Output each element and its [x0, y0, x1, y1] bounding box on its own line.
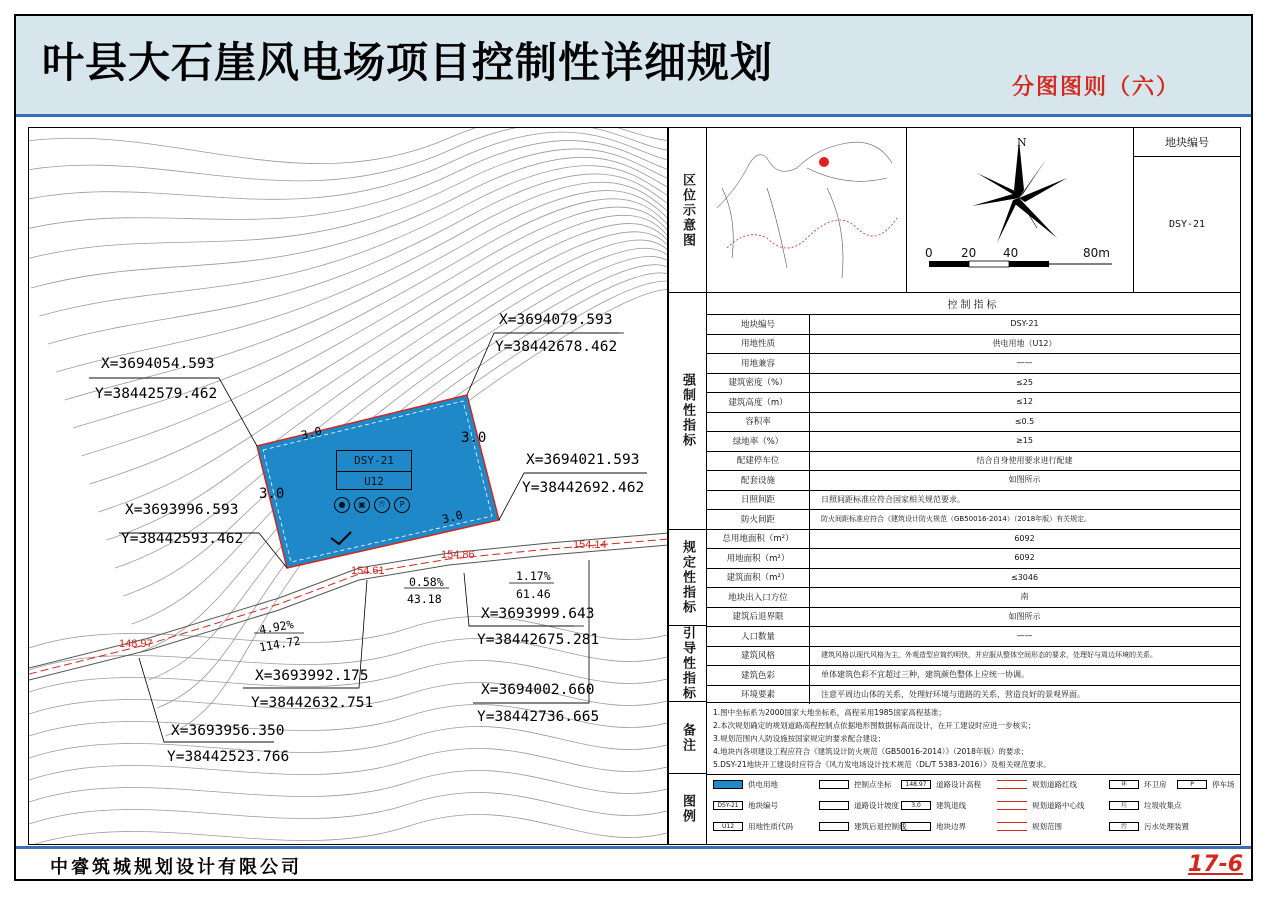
- row-value: 南: [1020, 592, 1029, 602]
- legend-label: 规划道路中心线: [1032, 801, 1085, 810]
- section-guiding: 引导性指标: [669, 626, 707, 702]
- legend-item: [997, 800, 1085, 811]
- legend-label: 环卫房: [1144, 780, 1167, 789]
- legend-label: 供电用地: [748, 780, 778, 789]
- location-mini-map: [707, 128, 907, 292]
- row-value: ——: [1016, 631, 1033, 641]
- coord-y-1: Y=38442678.462: [495, 339, 618, 355]
- parcel-id: DSY-21: [337, 451, 411, 472]
- row-value: ≤25: [1016, 377, 1033, 387]
- legend-swatch: [997, 801, 1027, 810]
- coord-y-3: Y=38442692.462: [522, 480, 645, 496]
- legend-item: [1109, 800, 1182, 811]
- row-label: 建筑色彩: [740, 670, 775, 681]
- legend-label: 道路设计坡度: [854, 801, 899, 810]
- row-value: 日照间距标准应符合国家相关规范要求。: [821, 494, 965, 504]
- row-label: 建筑面积（m²）: [726, 573, 790, 584]
- legend-item: [819, 821, 907, 832]
- legend-item: [713, 800, 778, 811]
- coord-x-8: X=3693956.350: [171, 723, 285, 739]
- note-3: 3.规划范围内人防设施按国家规定的要求配合建设；: [713, 734, 886, 743]
- legend-swatch: 垃: [1109, 801, 1139, 810]
- location-marker-icon: [819, 157, 829, 167]
- footer-divider: [16, 846, 1251, 849]
- legend-swatch: [901, 822, 931, 831]
- setback-bottom: 3.0: [440, 507, 465, 527]
- section-location: 区位示意图: [669, 128, 707, 292]
- slope-length-1: 43.18: [407, 592, 442, 606]
- row-label: 建筑后退界限: [732, 612, 784, 623]
- contour-line: [39, 166, 668, 316]
- legend-swatch: U12: [713, 822, 743, 831]
- row-label: 地块出入口方位: [728, 592, 788, 603]
- coord-x-7: X=3694002.660: [481, 682, 595, 698]
- coord-y-2: Y=38442579.462: [95, 386, 218, 402]
- row-value: 单体建筑色彩不宜超过三种，建筑颜色整体上应统一协调。: [821, 670, 1029, 680]
- setback-top: 3.0: [299, 423, 324, 443]
- legend-item: [901, 800, 966, 811]
- legend-label: 污水处理装置: [1144, 822, 1189, 831]
- elevation-2: 154.14: [573, 539, 607, 551]
- row-value: 供电用地（U12）: [992, 338, 1057, 348]
- scale-20: 20: [961, 246, 977, 260]
- row-value: 如图所示: [1008, 475, 1041, 485]
- row-label: 配套设施: [740, 475, 775, 486]
- row-label: 日照间距: [740, 495, 775, 506]
- coord-x-4: X=3693996.593: [125, 502, 239, 518]
- legend-swatch: [819, 822, 849, 831]
- contour-line: [29, 792, 668, 824]
- header-divider: [16, 114, 1251, 117]
- legend-item: [997, 821, 1062, 832]
- contour-line: [29, 132, 668, 204]
- row-label: 配建停车位: [736, 456, 780, 467]
- page-title: 叶县大石崖风电场项目控制性详细规划: [42, 38, 774, 87]
- coord-y-5: Y=38442675.281: [477, 632, 600, 648]
- legend-item: [1177, 779, 1235, 790]
- legend-label: 用地性质代码: [748, 822, 793, 831]
- legend-label: 建筑后退控制线: [854, 822, 907, 831]
- row-value: ≤0.5: [1014, 416, 1035, 426]
- note-5: 5.DSY-21地块开工建设时应符合《风力发电场设计技术规范（DL/T 5383-2016）》及相关规范要求。: [713, 760, 1051, 769]
- slope-grade-1: 0.58%: [409, 575, 444, 589]
- scale-40: 40: [1003, 246, 1019, 260]
- legend-item: [819, 800, 899, 811]
- row-value: 如图所示: [1008, 611, 1041, 621]
- slope-length-2: 61.46: [516, 587, 551, 601]
- row-value: ≥15: [1016, 436, 1033, 446]
- note-1: 1.图中坐标系为2000国家大地坐标系，高程采用1985国家高程基准；: [713, 708, 946, 717]
- scale-0: 0: [925, 246, 933, 260]
- coord-x-5: X=3693999.643: [481, 606, 595, 622]
- setback-left: 3.0: [259, 486, 285, 502]
- north-arrow-icon: [907, 128, 1134, 292]
- parcel-label-box[interactable]: [336, 450, 412, 490]
- coord-x-2: X=3694054.593: [101, 356, 215, 372]
- legend-swatch: 148.97: [901, 780, 931, 789]
- legend-swatch: DSY-21: [713, 801, 743, 810]
- elevation-4: 148.97: [119, 638, 153, 650]
- contour-line: [29, 770, 668, 802]
- north-arrow-area: [907, 128, 1134, 292]
- row-value: 6092: [1014, 553, 1035, 563]
- map-view[interactable]: [28, 127, 668, 845]
- legend-item: [713, 821, 793, 832]
- north-label: N: [1017, 136, 1027, 149]
- row-label: 建筑风格: [740, 651, 775, 662]
- page-number: 17-6: [1188, 852, 1244, 877]
- row-label: 用地兼容: [740, 358, 775, 369]
- row-label: 人口数量: [740, 631, 775, 642]
- slope-length-3: 114.72: [258, 633, 302, 655]
- setback-right: 3.0: [461, 430, 487, 446]
- page-subtitle: 分图图则（六）: [1012, 74, 1181, 100]
- company-name: 中睿筑城规划设计有限公司: [50, 857, 302, 878]
- legend-swatch: [713, 780, 743, 789]
- parcel-use-code: U12: [364, 475, 384, 488]
- contour-line: [31, 157, 668, 288]
- legend-label: 地块编号: [748, 801, 778, 810]
- contour-line: [29, 814, 668, 845]
- row-value: DSY-21: [1010, 319, 1039, 329]
- row-label: 用地面积（m²）: [726, 553, 790, 564]
- row-label: 地块编号: [740, 319, 775, 330]
- section-regulatory: 规定性指标: [669, 530, 707, 626]
- parcel-no-header: 地块编号: [1134, 128, 1240, 157]
- legend-item: [901, 821, 966, 832]
- parking-icon: P: [394, 497, 410, 513]
- section-notes: 备注: [669, 702, 707, 774]
- row-label: 环境要素: [740, 690, 775, 701]
- contour-line: [29, 128, 668, 164]
- row-label: 建筑密度（%）: [728, 378, 788, 389]
- coord-y-4: Y=38442593.462: [121, 531, 244, 547]
- legend-swatch: 污: [1109, 822, 1139, 831]
- row-label: 容积率: [745, 417, 771, 428]
- info-panel: [668, 127, 1241, 845]
- coord-y-6: Y=38442632.751: [251, 695, 374, 711]
- contour-line: [29, 149, 668, 260]
- control-header: 控制指标: [947, 299, 1000, 311]
- legend-item: [819, 779, 892, 790]
- row-value: 防火间距标准应符合《建筑设计防火规范（GB50016-2014）（2018年版）有关规定。: [821, 514, 1092, 523]
- row-label: 防火间距: [740, 514, 775, 525]
- section-legend: 图例: [669, 774, 707, 844]
- legend-item: [901, 779, 981, 790]
- slope-grade-3: 4.92%: [258, 617, 295, 637]
- row-value: ≤12: [1016, 397, 1033, 407]
- legend-label: 建筑退线: [936, 801, 966, 810]
- legend-label: 停车场: [1212, 780, 1235, 789]
- legend-label: 道路设计高程: [936, 780, 981, 789]
- legend-swatch: [997, 780, 1027, 789]
- legend-swatch: P: [1177, 780, 1207, 789]
- trash-icon: ▣: [354, 497, 370, 513]
- row-value: 建筑风格以现代风格为主，外观造型应简约明快，并应服从整体空间形态的要求，处理好与周边环境的关系。: [821, 651, 1157, 660]
- legend-label: 地块边界: [936, 822, 966, 831]
- legend-label: 控制点坐标: [854, 780, 892, 789]
- legend-label: 垃圾收集点: [1144, 801, 1182, 810]
- elevation-1: 154.86: [441, 549, 475, 561]
- legend-item: [1109, 821, 1189, 832]
- row-value: ≤3046: [1010, 572, 1039, 582]
- facility-icons: [334, 497, 410, 513]
- person-icon: ●: [334, 497, 350, 513]
- legend-swatch: 环: [1109, 780, 1139, 789]
- row-label: 总用地面积（m²）: [722, 534, 794, 545]
- legend-swatch: [819, 780, 849, 789]
- legend-label: 规划道路红线: [1032, 780, 1077, 789]
- scale-80m: 80m: [1083, 246, 1110, 260]
- coord-y-8: Y=38442523.766: [167, 749, 290, 765]
- legend-swatch: [819, 801, 849, 810]
- row-value: 注意平周边山体的关系，处理好环境与道路的关系，营造良好的景观界面。: [821, 689, 1085, 699]
- note-4: 4.地块内各项建设工程应符合《建筑设计防火规范（GB50016-2014）》（2018年版）的要求；: [713, 747, 1029, 756]
- legend-item: [997, 779, 1077, 790]
- legend-label: 规划范围: [1032, 822, 1062, 831]
- row-value: 结合自身使用要求进行配建: [976, 455, 1073, 465]
- row-value: ——: [1016, 358, 1033, 368]
- row-value: 6092: [1014, 533, 1035, 543]
- section-mandatory: 强制性指标: [669, 292, 707, 530]
- legend-swatch: [997, 822, 1027, 831]
- contour-line: [29, 141, 668, 232]
- coord-x-6: X=3693992.175: [255, 668, 369, 684]
- coord-x-3: X=3694021.593: [526, 452, 640, 468]
- row-label: 建筑高度（m）: [728, 397, 788, 408]
- elevation-3: 154.61: [351, 565, 385, 577]
- contour-line: [29, 726, 668, 758]
- slope-grade-2: 1.17%: [516, 569, 551, 583]
- legend-item: [713, 779, 778, 790]
- coord-y-7: Y=38442736.665: [477, 709, 600, 725]
- wc-icon: 污: [374, 497, 390, 513]
- row-label: 绿地率（%）: [732, 436, 784, 447]
- legend-swatch: 3.0: [901, 801, 931, 810]
- note-2: 2.本次规划确定的规划道路高程控制点依据地形图数据标高而设计，在开工建设时应进一步核实；: [713, 721, 1036, 730]
- parcel-no-value: DSY-21: [1168, 218, 1206, 230]
- contour-line: [29, 748, 668, 780]
- row-label: 用地性质: [740, 339, 775, 350]
- contour-line: [29, 128, 668, 181]
- coord-x-1: X=3694079.593: [499, 312, 613, 328]
- legend-item: [1109, 779, 1167, 790]
